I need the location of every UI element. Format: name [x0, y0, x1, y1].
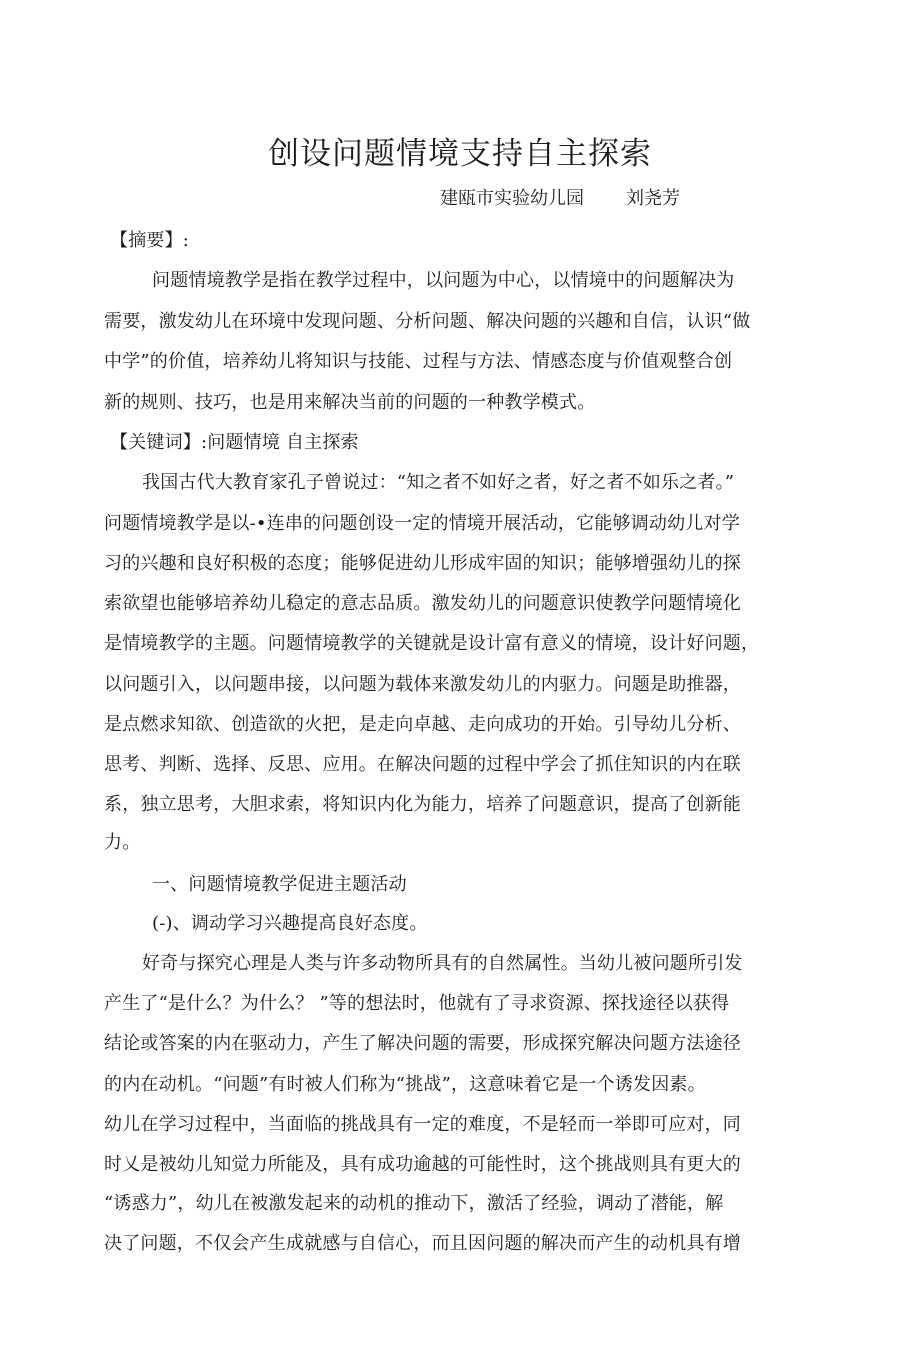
- intro-line: 问题情境教学是以-•连串的问题创设一定的情境开展活动，它能够调动幼儿对学: [104, 513, 740, 534]
- intro-line: 是情境教学的主题。问题情境教学的关键就是设计富有意义的情境，设计好问题，: [104, 633, 760, 654]
- body-line: 好奇与探究心理是人类与许多动物所具有的自然属性。当幼儿被问题所引发: [142, 953, 743, 974]
- abstract-line: 新的规则、技巧，也是用来解决当前的问题的一种教学模式。: [104, 392, 596, 413]
- abstract-line: 需要，激发幼儿在环境中发现问题、分析问题、解决问题的兴趣和自信，认识“做: [104, 311, 751, 332]
- author: 刘尧芳: [626, 188, 680, 209]
- intro-line: 索欲望也能够培养幼儿稳定的意志品质。激发幼儿的问题意识使教学问题情境化: [104, 593, 741, 614]
- intro-line: 力。: [104, 832, 141, 853]
- institution: 建瓯市实验幼儿园: [440, 188, 584, 209]
- keywords-line: 【关键词】:问题情境 自主探索: [110, 432, 359, 453]
- abstract-line: 中学”的价值，培养幼儿将知识与技能、过程与方法、情感态度与价值观整合创: [104, 351, 733, 372]
- intro-line: 我国古代大教育家孔子曾说过：“知之者不如好之者，好之者不如乐之者。”: [142, 472, 735, 493]
- section-heading: 一、问题情境教学促进主题活动: [152, 874, 407, 895]
- document-title: 创设问题情境支持自主探索: [268, 136, 652, 172]
- intro-line: 思考、判断、选择、反思、应用。在解决问题的过程中学会了抓住知识的内在联: [104, 754, 741, 775]
- subsection-heading: (-)、调动学习兴趣提高良好态度。: [152, 913, 428, 934]
- body-line: “诱惑力”，幼儿在被激发起来的动机的推动下，激活了经验，调动了潜能，解: [104, 1193, 724, 1214]
- intro-line: 系，独立思考，大胆求索，将知识内化为能力，培养了问题意识，提高了创新能: [104, 794, 741, 815]
- abstract-line: 问题情境教学是指在教学过程中，以问题为中心，以情境中的问题解决为: [152, 270, 735, 291]
- body-line: 时乂是被幼儿知觉力所能及，具有成功逾越的可能性时，这个挑战则具有更大的: [104, 1154, 741, 1175]
- body-line: 产生了“是什么？为什么？ ”等的想法时，他就有了寻求资源、探找途径以获得: [104, 993, 730, 1014]
- body-line: 的内在动机。“问题”有时被人们称为“挑战”，这意味着它是一个诱发因素。: [104, 1074, 706, 1095]
- intro-line: 以问题引入，以问题串接，以问题为载体来激发幼儿的内驱力。问题是助推器，: [104, 674, 741, 695]
- body-line: 幼儿在学习过程中，当面临的挑战具有一定的难度，不是轻而一举即可应对，同: [104, 1114, 741, 1135]
- intro-line: 习的兴趣和良好积极的态度；能够促进幼儿形成牢固的知识；能够增强幼儿的探: [104, 553, 741, 574]
- body-line: 结论或答案的内在驱动力，产生了解决问题的需要，形成探究解决问题方法途径: [104, 1033, 741, 1054]
- body-line: 决了问题，不仅会产生成就感与自信心，而且因问题的解决而产生的动机具有增: [104, 1233, 741, 1254]
- abstract-label: 【摘要】:: [110, 230, 190, 251]
- intro-line: 是点燃求知欲、创造欲的火把，是走向卓越、走向成功的开始。引导幼儿分析、: [104, 714, 741, 735]
- byline: [440, 186, 680, 212]
